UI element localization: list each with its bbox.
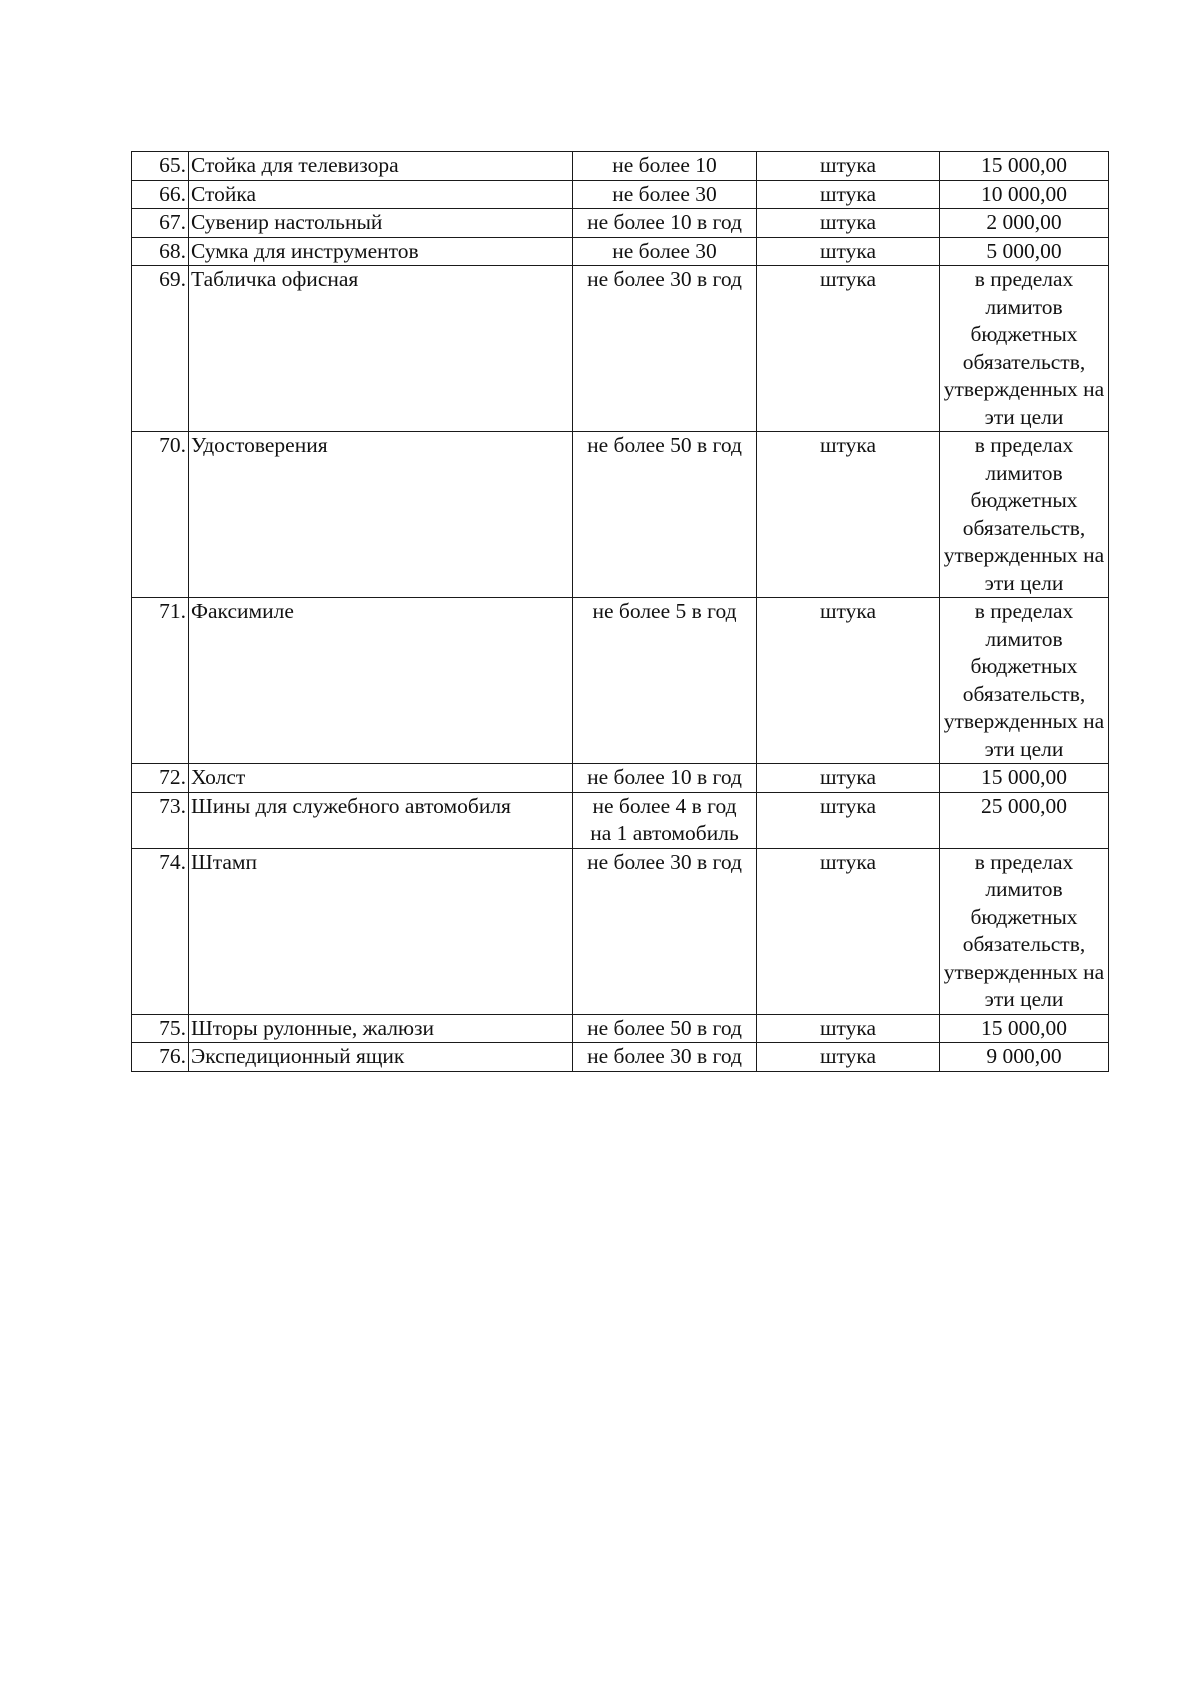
item-name: Шины для служебного автомобиля [189,792,573,848]
row-number: 71. [132,598,189,764]
item-unit: штука [757,237,940,266]
item-price: 10 000,00 [981,181,1067,206]
item-quantity: не более 30 [612,181,717,206]
item-price: в пределах лимитов бюджетных обязательств, утвержденных на эти цели [943,433,1105,595]
item-quantity: не более 10 в год [587,210,742,234]
item-name: Штамп [189,848,573,1014]
row-number: 69. [132,266,189,432]
item-quantity: не более 5 в год [592,599,737,623]
row-number: 73. [132,792,189,848]
item-quantity: не более 30 в год [587,849,742,874]
item-name: Стойка [189,180,573,209]
item-quantity: не более 4 в год на 1 автомобиль [590,793,739,845]
item-name: Удостоверения [189,432,573,598]
item-name: Факсимиле [189,598,573,764]
item-name: Экспедиционный ящик [189,1043,573,1072]
item-name: Сумка для инструментов [189,237,573,266]
item-name: Сувенир настольный [189,209,573,238]
item-unit: штука [757,152,940,181]
item-unit: штука [757,209,940,238]
item-quantity: не более 50 в год [587,433,742,457]
item-unit: штука [757,848,940,1014]
table-row [132,848,1109,1014]
table-row [132,792,1109,848]
item-quantity: не более 50 в год [587,1015,742,1040]
item-unit: штука [757,432,940,598]
table-row [132,180,1109,209]
row-number: 72. [132,764,189,793]
item-unit: штука [757,598,940,764]
table-row [132,152,1109,181]
item-price: 9 000,00 [986,1044,1062,1068]
items-table [131,151,1109,1072]
table-row [132,1014,1109,1043]
item-price: 15 000,00 [981,765,1067,789]
table-row [132,266,1109,432]
row-number: 74. [132,848,189,1014]
row-number: 66. [132,180,189,209]
row-number: 68. [132,237,189,266]
item-price: 15 000,00 [981,1015,1067,1040]
table-row [132,598,1109,764]
item-unit: штука [757,1014,940,1043]
item-price: в пределах лимитов бюджетных обязательств, утвержденных на эти цели [943,267,1105,429]
item-unit: штука [757,180,940,209]
table-row [132,1043,1109,1072]
row-number: 67. [132,209,189,238]
item-quantity: не более 10 в год [587,765,742,789]
row-number: 70. [132,432,189,598]
row-number: 75. [132,1014,189,1043]
item-unit: штука [757,1043,940,1072]
item-name: Холст [189,764,573,793]
table-row [132,432,1109,598]
item-price: в пределах лимитов бюджетных обязательств, утвержденных на эти цели [943,849,1105,1011]
table-row [132,764,1109,793]
item-price: 25 000,00 [981,793,1067,818]
item-quantity: не более 30 [612,238,717,263]
table-row [132,209,1109,238]
item-quantity: не более 30 в год [587,1044,742,1068]
item-quantity: не более 30 в год [587,267,742,291]
item-quantity: не более 10 [612,153,717,177]
item-price: 5 000,00 [986,238,1062,263]
item-name: Табличка офисная [189,266,573,432]
table-row [132,237,1109,266]
item-price: в пределах лимитов бюджетных обязательств, утвержденных на эти цели [943,599,1105,761]
item-name: Стойка для телевизора [189,152,573,181]
item-name: Шторы рулонные, жалюзи [189,1014,573,1043]
item-unit: штука [757,266,940,432]
item-price: 15 000,00 [981,153,1067,177]
item-unit: штука [757,792,940,848]
row-number: 76. [132,1043,189,1072]
items-table-body [132,152,1109,1072]
item-unit: штука [757,764,940,793]
item-price: 2 000,00 [986,210,1062,234]
row-number: 65. [132,152,189,181]
